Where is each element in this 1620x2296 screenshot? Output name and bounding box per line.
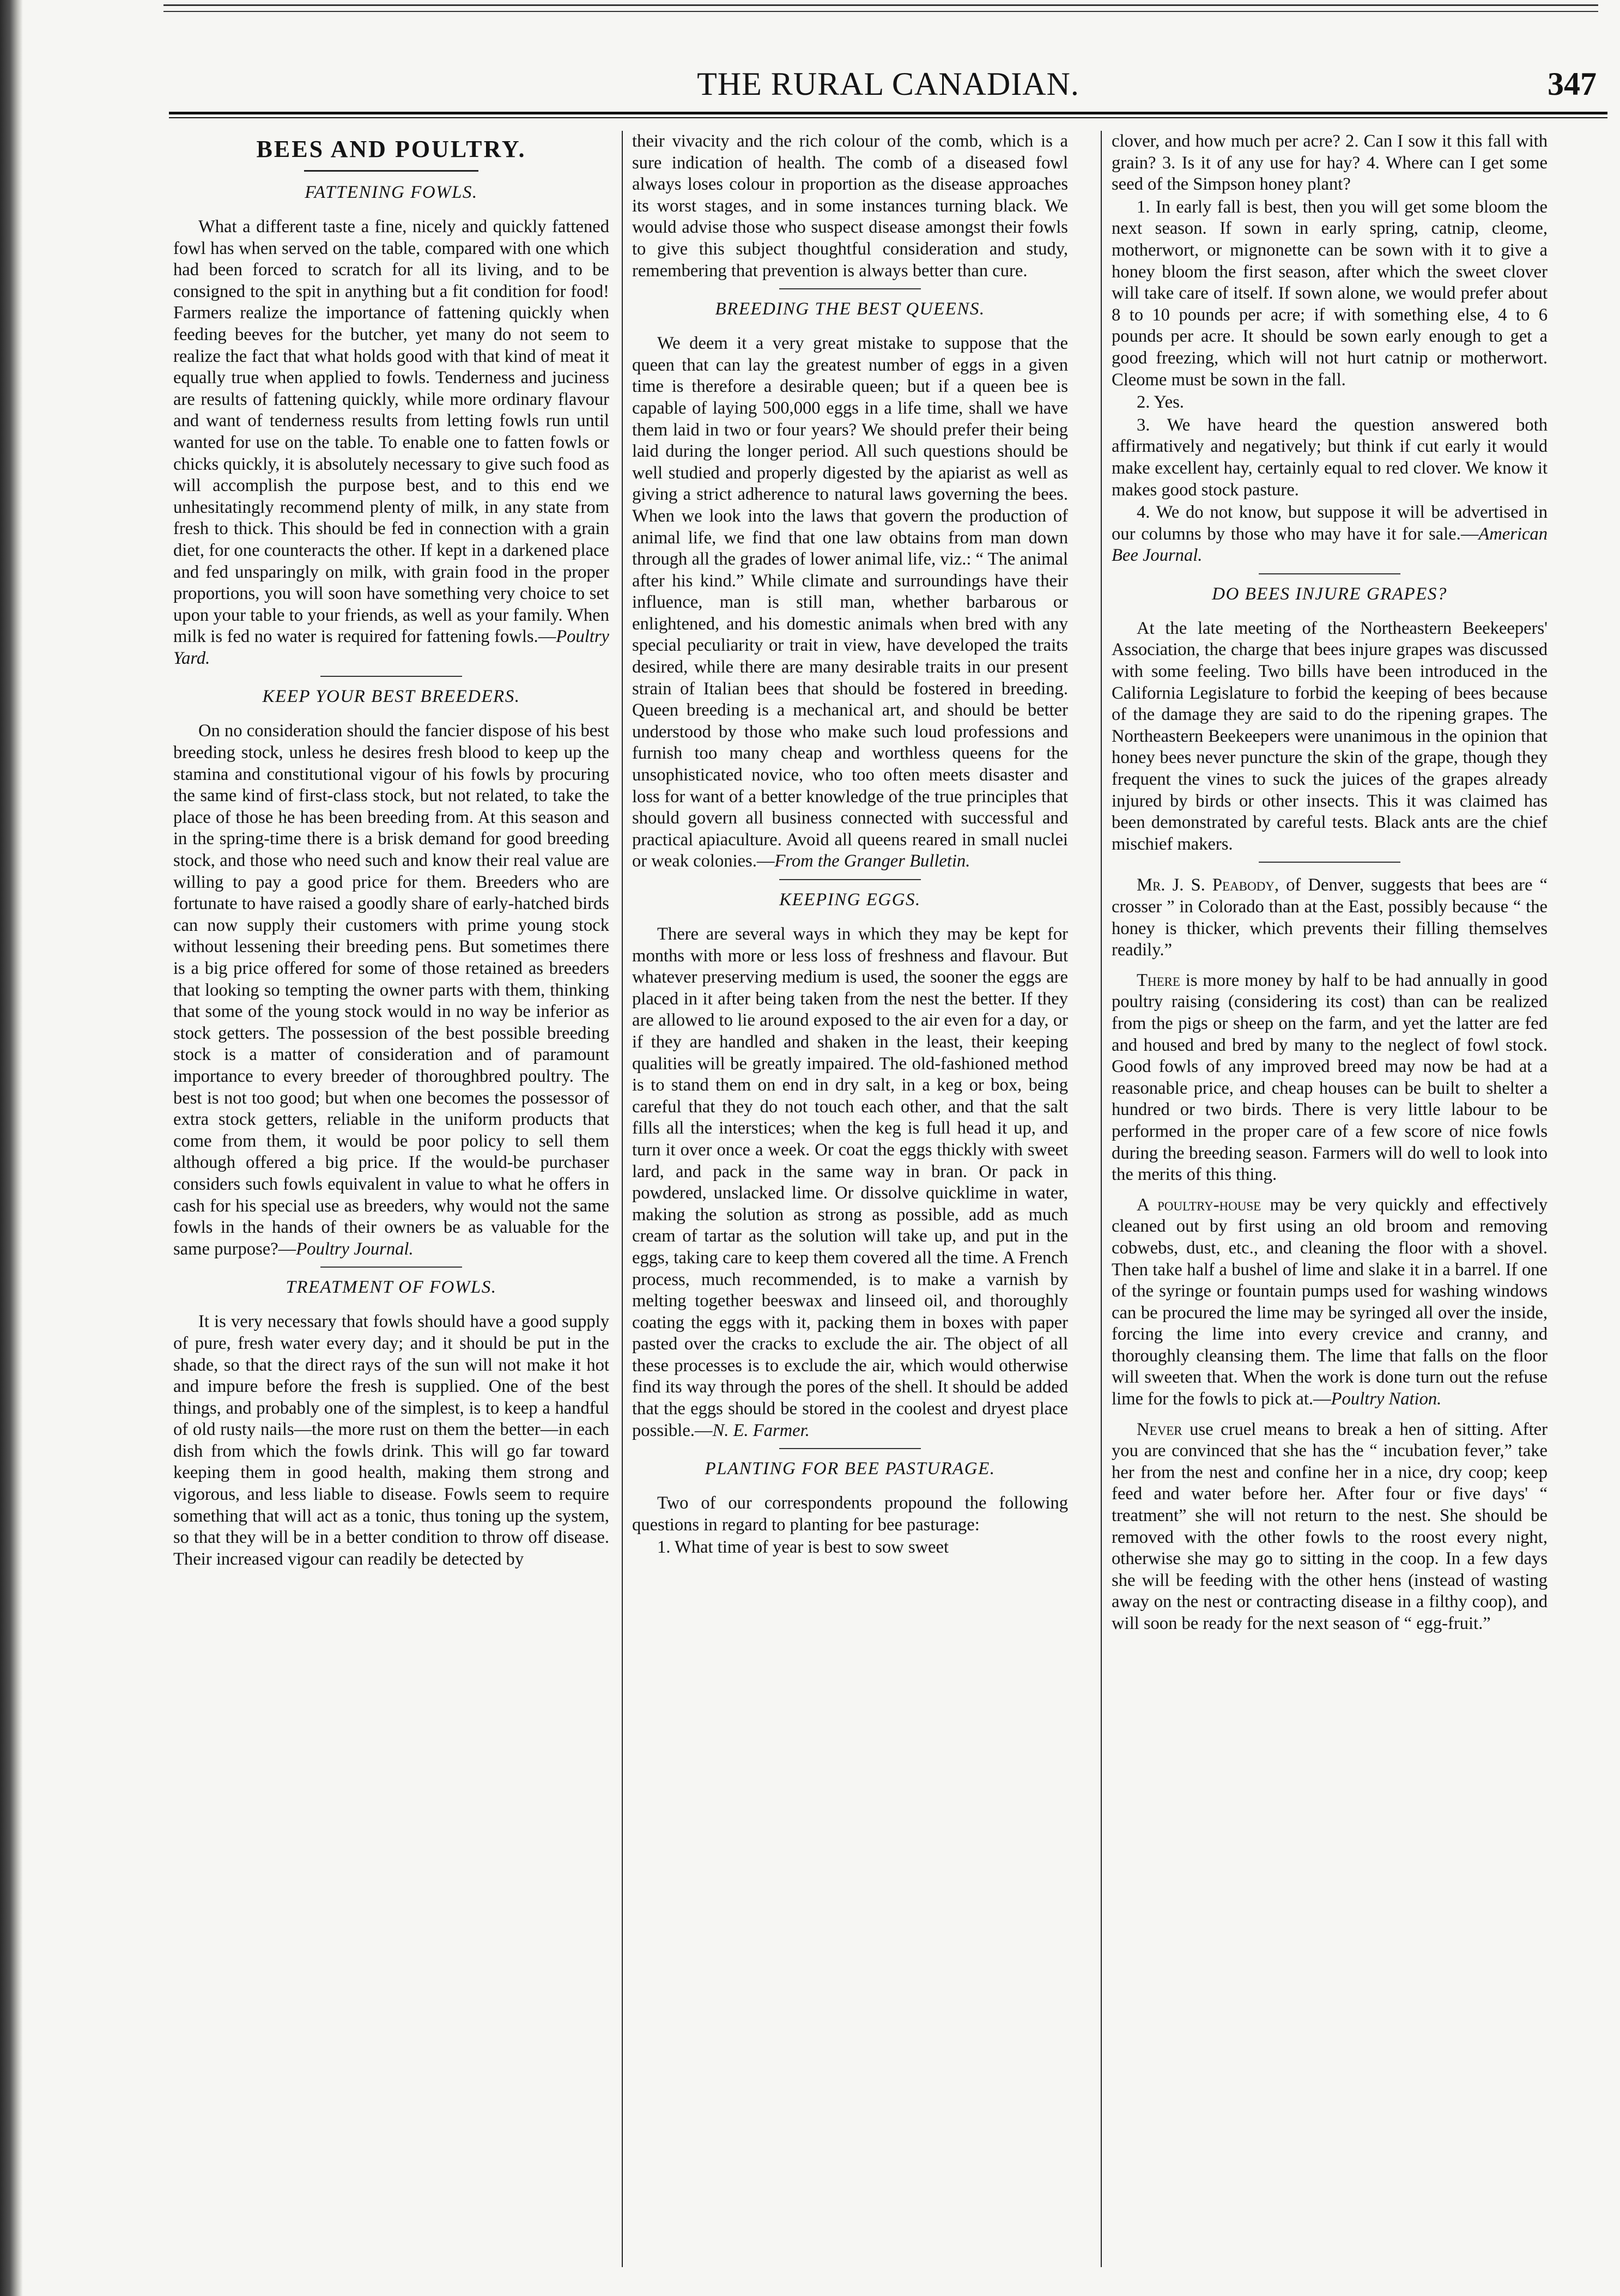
article-heading: BREEDING THE BEST QUEENS. <box>715 299 985 319</box>
lead-in: There <box>1137 970 1180 990</box>
answer-paragraph: 1. In early fall is best, then you will get some bloom the next season. If sown in early spring, catnip, cleome, motherwort, or mignonette can be sown with it to give a honey bloom the first season, after which the sweet clover will take care of itself. If sown alone, we would prefer about 8 to 10 pounds per acre; if with something else, 4 to 6 pounds per acre. It should be sown early enough to get a good freezing, which will not hurt catnip or motherwort. Cleome must be sown in the fall. <box>1112 197 1548 390</box>
article-divider <box>320 1267 462 1268</box>
article-paragraph: clover, and how much per acre? 2. Can I sow it this fall with grain? 3. Is it of any use for hay? 4. Where can I get some seed of the Simpson honey plant? <box>1112 131 1548 195</box>
spacer <box>1112 1187 1548 1195</box>
article-divider <box>779 288 921 289</box>
section-title-rule <box>304 170 478 172</box>
scan-edge <box>0 0 23 2296</box>
paragraph-text: 4. We do not know, but suppose it will be advertised in our columns by those who may have it for sale.— <box>1112 502 1548 544</box>
article-paragraph <box>173 720 609 1260</box>
column-1 <box>173 131 609 2278</box>
paragraph-text: There are several ways in which they may be kept for months with more or less loss of freshness and flavour. But whatever preserving medium is used, the sooner the eggs are placed in it after being taken from the nest the better. If they are allowed to lie around exposed to the air even for a day, or if they are handled and shaken in the least, their keeping qualities will be greatly impaired. The old-fashioned method is to stand them on end in dry salt, in a keg or box, being careful that they do not touch each other, and that the salt fills all the interstices; when the keg is full head it up, and turn it over once a week. Or coat the eggs thickly with sweet lard, and pack in the same way in bran. Or pack in powdered, unslacked lime. Or dissolve quicklime in water, making the solution as strong as possible, add as much cream of tartar as the solution will take up, and put in the eggs, taking care to keep them covered all the time. A French process, much recommended, is to make a varnish by melting together beeswax and linseed oil, and thoroughly coating the eggs with it, packing them in boxes with paper pasted over the cracks to exclude the air. The object of all these processes is to exclude the air, which would otherwise find its way through the pores of the shell. It should be added that the eggs should be stored in the coolest and dryest place possible.— <box>632 924 1068 1440</box>
paragraph-text: What a different taste a fine, nicely and quickly fattened fowl has when served on the table, compared with one which had been forced to scratch for all its living, and to be consigned to the spit in anything but a fit condition for food! Farmers realize the importance of fattening quickly when feeding beeves for the butcher, yet many do not seem to realize the fact that what holds good with that kind of meat it equally true when applied to fowls. Tenderness and juciness are results of fattening quickly, while more ordinary flavour and want of tenderness results from letting fowls run until wanted for use on the table. To enable one to fatten fowls or chicks quickly, it is absolutely necessary to give such food as will accomplish the purpose best, and to this end we unhesitatingly recommend plenty of milk, in any state from fresh to thick. This should be fed in connection with a grain diet, for one counteracts the other. If kept in a darkened place and fed unsparingly on milk, with grain food in the proper proportions, you will soon have something very choice to set upon your table to your friends, as well as your family. When milk is fed no water is required for fattening fowls.— <box>173 217 609 647</box>
article-divider <box>1259 573 1400 574</box>
top-rule <box>163 4 1598 6</box>
newspaper-title: THE RURAL CANADIAN. <box>697 66 1079 102</box>
section-title: BEES AND POULTRY. <box>256 136 526 162</box>
news-item <box>1112 970 1548 1186</box>
article-paragraph: At the late meeting of the Northeastern Beekeepers' Association, the charge that bees injure grapes was discussed with some feeling. Two bills have been introduced in the California Legislature to forbid the keeping of bees because of the damage they are said to do the ripening grapes. The Northeastern Beekeepers were unanimous in the opinion that honey bees never puncture the skin of the grape, though they frequent the vines to suck the juices of the grapes already injured by birds or other insects. This it was claimed has been demonstrated by careful tests. Black ants are the chief mischief makers. <box>1112 618 1548 854</box>
news-item <box>1112 1419 1548 1635</box>
column-divider <box>1101 131 1102 2267</box>
article-paragraph: Two of our correspondents propound the following questions in regard to planting for bee pasturage: <box>632 1493 1068 1535</box>
article-heading: FATTENING FOWLS. <box>305 183 478 202</box>
paragraph-text: of Denver, suggests that bees are “ crosser ” in Colorado than at the East, possibly because “ the honey is thicker, which prevents their filling themselves readily.” <box>1112 875 1548 960</box>
paragraph-text: use cruel means to break a hen of sitting. After you are convinced that she has the “ incubation fever,” take her from the nest and confine her in a nice, dry coop; keep feed and water before her. After four or five days' “ treatment” she will not return to the nest. She should be removed with the other fowls to the roost every night, otherwise she may go to sitting in the coop. In a few days she will be feeding with the other hens (instead of wasting away on the nest or contracting disease in a filthy coop), and will soon be ready for the next season of “ egg-fruit.” <box>1112 1419 1548 1633</box>
article-divider <box>320 676 462 677</box>
article-heading: KEEPING EGGS. <box>779 890 921 910</box>
header-rule-thin <box>169 117 1607 118</box>
paragraph-text: is more money by half to be had annually in good poultry raising (considering its cost) than can be realized from the pigs or sheep on the farm, and yet the latter are fed and housed and bred by many to the neglect of fowl stock. Good fowls of any improved breed may now be had at a reasonable price, and cheap houses can be built to shelter a hundred or two birds. There is very little labour to be performed in the proper care of a few score of nice fowls during the breeding season. Farmers will do well to look into the merits of this thing. <box>1112 970 1548 1185</box>
article-divider <box>779 1448 921 1449</box>
answer-paragraph: 2. Yes. <box>1137 392 1184 413</box>
news-item <box>1112 1195 1548 1410</box>
page-number: 347 <box>1548 66 1597 102</box>
lead-in: Mr. J. S. Peabody, <box>1137 875 1279 895</box>
article-paragraph: It is very necessary that fowls should have a good supply of pure, fresh water every day; and it should be put in the shade, so that the direct rays of the sun will not make it hot and impure before the fresh is supplied. One of the best things, and probably one of the simplest, is to keep a handful of old rusty nails—the more rust on them the better—in each dish from which the fowls drink. This will go far toward keeping them in good health, making them strong and vigorous, and less liable to disease. Fowls seem to require something that will act as a tonic, thus toning up the system, so that they will be in a better condition to throw off disease. Their increased vigour can readily be detected by <box>173 1312 609 1569</box>
page-header <box>169 65 1607 109</box>
article-divider <box>779 879 921 880</box>
article-heading: PLANTING FOR BEE PASTURAGE. <box>705 1459 996 1479</box>
article-paragraph <box>173 216 609 669</box>
article-paragraph <box>632 333 1068 873</box>
spacer <box>1112 1411 1548 1419</box>
article-source: From the Granger Bulletin. <box>774 851 970 871</box>
article-source: Poultry Nation. <box>1331 1389 1442 1409</box>
answer-paragraph: 3. We have heard the question answered both affirmatively and negatively; but think if cut early it would make excellent hay, certainly equal to red clover. We know it makes good stock pasture. <box>1112 415 1548 500</box>
paragraph-text: may be very quickly and effectively cleaned out by first using an old broom and removing cobwebs, dust, etc., and cleaning the floor with a shovel. Then take half a bushel of lime and slake it in a barrel. If one of the syringe or fountain pumps used for washing windows can be procured the lime may be syringed all over the inside, forcing the lime into every crevice and cranny, and thoroughly cleansing them. The lime that falls on the floor will sweeten that. When the work is done turn out the refuse lime for the fowls to pick at.— <box>1112 1195 1548 1409</box>
top-rule-thin <box>163 11 1598 12</box>
article-source: American Bee Journal. <box>1112 524 1548 566</box>
article-heading: DO BEES INJURE GRAPES? <box>1212 584 1447 604</box>
article-heading: TREATMENT OF FOWLS. <box>286 1277 497 1298</box>
article-paragraph: their vivacity and the rich colour of the comb, which is a sure indication of health. The comb of a diseased fowl always loses colour in proportion as the disease approaches its worst stages, and in some instances turning black. We would advise those who suspect disease amongst their fowls to give this subject thoughtful consideration and study, remembering that prevention is always better than cure. <box>632 131 1068 281</box>
question-paragraph: 1. What time of year is best to sow sweet <box>657 1537 949 1558</box>
news-item <box>1112 875 1548 961</box>
column-2 <box>632 131 1068 2278</box>
paragraph-text: On no consideration should the fancier dispose of his best breeding stock, unless he desires fresh blood to keep up the stamina and constitutional vigour of his fowls by procuring the same kind of first-class stock, but not related, to take the place of those he has been breeding from. At this season and in the spring-time there is a brisk demand for good breeding stock, and those who need such and know their real value are willing to pay a good price for them. Breeders who are fortunate to have raised a goodly share of early-hatched birds can now supply their customers with prime young stock without lessening their breeding pens. But sometimes there is a big price offered for some of those retained as breeders that looking so tempting the owner parts with them, thinking that some of the young stock would in no way be inferior as stock getters. The possession of the best possible breeding stock is a matter of consideration and of paramount importance to every breeder of thoroughbred poultry. The best is not too good; but when one becomes the possessor of extra stock getters, reliable in the uniform products that come from them, it would be poor policy to sell them although offered a big price. If the would-be purchaser considers such fowls equivalent in value to what he offers in cash for his special use as breeders, why would not the same fowls in the hands of their owners be as valuable for the same purpose?— <box>173 721 609 1259</box>
article-source: Poultry Yard. <box>173 627 609 668</box>
column-3 <box>1112 131 1548 2278</box>
header-rule <box>169 112 1607 114</box>
article-heading: KEEP YOUR BEST BREEDERS. <box>262 687 520 707</box>
paragraph-text: We deem it a very great mistake to suppose that the queen that can lay the greatest number of eggs in a given time is therefore a desirable queen; but if a queen bee is capable of laying 500,000 eggs in a life time, shall we have them laid in two or four years? We should prefer their being laid during the longer period. All such questions should be well studied and properly digested by the apiarist as well as giving a strict adherence to natural laws governing the bees. When we look into the laws that govern the production of animal life, we find that one law obtains from man down through all the grades of lower animal life, viz.: “ The animal after his kind.” While climate and surroundings have their influence, man is still man, whether barbarous or enlightened, and his domestic animals when bred with any special peculiarity or trait in view, have developed the traits desired, while there are many desirable traits in our present strain of Italian bees that should be fostered in breeding. Queen breeding is a mechanical art, and should be better understood by those who make such loud professions and furnish too many cheap and worthless queens for the unsophisticated novice, who too often meets disaster and loss for want of a better knowledge of the true principles that should govern all business connected with successful and practical apiaculture. Avoid all queens reared in small nuclei or weak colonies.— <box>632 334 1068 871</box>
article-source: Poultry Journal. <box>296 1239 414 1259</box>
article-paragraph <box>632 924 1068 1441</box>
spacer <box>1112 962 1548 970</box>
column-divider <box>622 131 623 2267</box>
answer-paragraph <box>1112 502 1548 567</box>
article-divider <box>1259 862 1400 863</box>
lead-in: A poultry-house <box>1137 1195 1261 1215</box>
lead-in: Never <box>1137 1419 1182 1439</box>
article-source: N. E. Farmer. <box>712 1420 810 1440</box>
